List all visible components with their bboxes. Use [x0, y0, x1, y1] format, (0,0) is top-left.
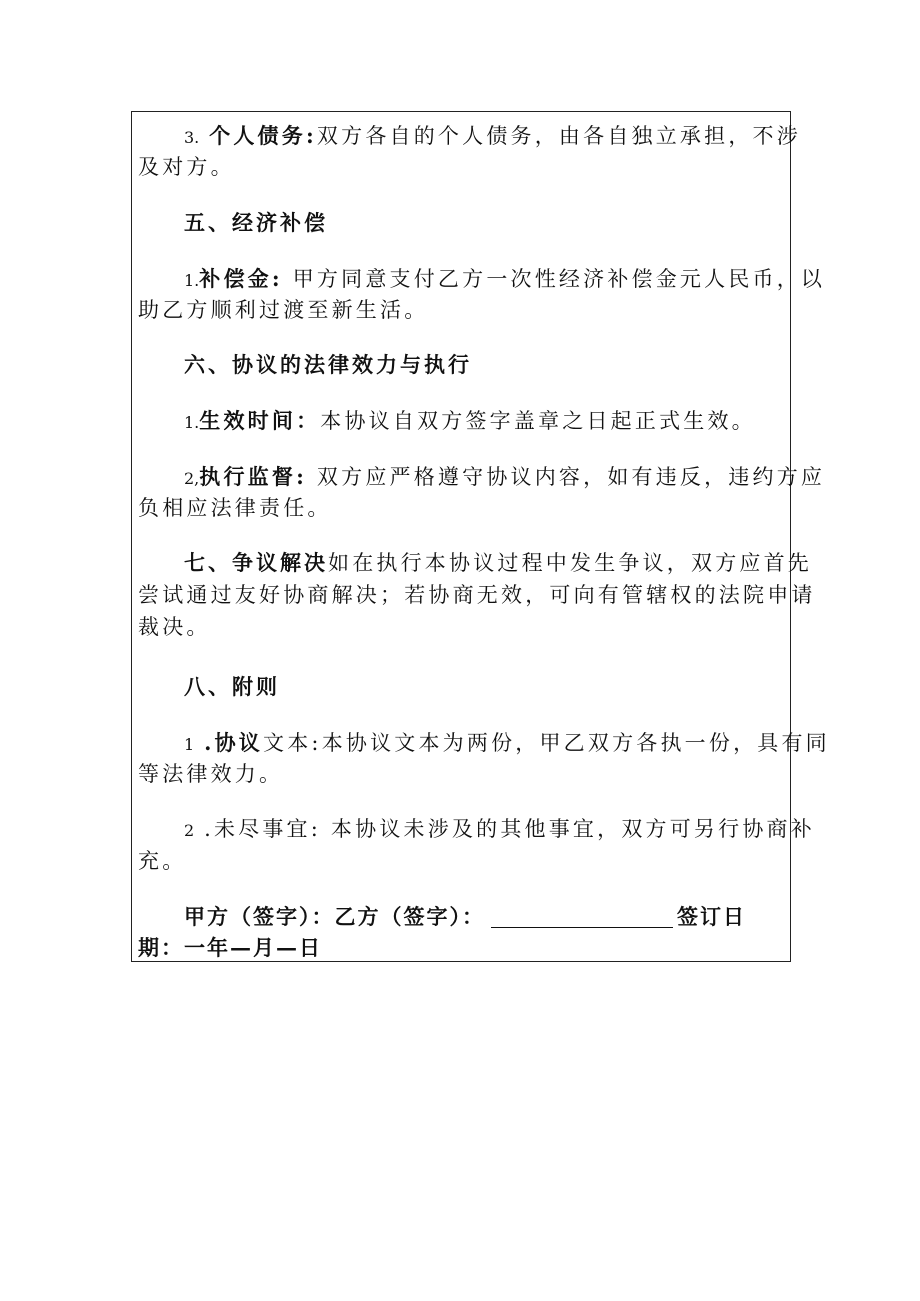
item-3-line-1 — [138, 122, 801, 152]
item-title-rest: 文本: — [263, 731, 322, 755]
section-8-item-1-line-1 — [138, 729, 830, 759]
section-8-item-2-line-1 — [138, 815, 815, 845]
item-text: 本协议自双方签字盖章之日起正式生效。 — [320, 409, 756, 433]
section-8-item-1-line-2: 等法律效力。 — [138, 762, 284, 786]
item-title: 生效时间： — [199, 408, 321, 433]
item-title: 执行监督: — [199, 464, 308, 489]
item-number: 1 — [184, 735, 195, 754]
item-text: 双方各自的个人债务，由各自独立承担，不涉 — [316, 124, 801, 148]
section-5-item-1-line-2: 助乙方顺利过渡至新生活。 — [138, 298, 429, 322]
item-text: 本协议文本为两份，甲乙双方各执一份，具有同 — [321, 731, 830, 755]
item-3-line-2: 及对方。 — [138, 155, 235, 179]
item-number: 3. — [184, 128, 200, 147]
section-6-item-2-line-2: 负相应法律责任。 — [138, 496, 332, 520]
item-text: 甲方同意支付乙方一次性经济补偿金元人民币，以 — [292, 267, 826, 291]
signature-date-line: 期：一年—月—日 — [138, 935, 322, 960]
section-7-line-1 — [138, 549, 812, 577]
item-number: 1. — [184, 271, 200, 290]
signature-line-1 — [138, 903, 786, 931]
sign-date-label: 签订日 — [677, 904, 746, 929]
section-5-item-1-line-1 — [138, 265, 826, 295]
item-title-bold: .协议 — [204, 730, 263, 755]
item-text: 本协议未涉及的其他事宜，双方可另行协商补 — [330, 817, 815, 841]
item-title: .未尽事宜: — [204, 817, 322, 841]
section-6-heading: 六、协议的法律效力与执行 — [184, 352, 472, 377]
section-5-heading: 五、经济补偿 — [184, 210, 328, 235]
section-6-item-2-line-1 — [138, 463, 826, 493]
item-title: 补偿金: — [199, 266, 283, 291]
section-8-item-2-line-2: 充。 — [138, 849, 187, 873]
item-number: 2 — [184, 821, 195, 840]
signature-blank-line[interactable] — [491, 905, 673, 928]
section-7-line-2: 尝试通过友好协商解决；若协商无效，可向有管辖权的法院申请 — [138, 583, 816, 607]
section-7-line-3: 裁决。 — [138, 615, 211, 639]
document-frame — [131, 111, 830, 962]
item-title: 个人债务: — [209, 123, 317, 148]
item-text: 双方应严格遵守协议内容，如有违反，违约方应 — [316, 465, 826, 489]
item-number: 2, — [184, 469, 200, 488]
party-a-signature-label: 甲方（签字）： — [184, 904, 335, 929]
item-number: 1. — [184, 413, 200, 432]
section-6-item-1 — [138, 407, 786, 437]
section-7-heading: 七、争议解决 — [184, 550, 328, 575]
section-8-heading: 八、附则 — [184, 674, 280, 699]
party-b-signature-label: 乙方（签字）： — [334, 904, 485, 929]
section-7-text: 如在执行本协议过程中发生争议，双方应首先 — [328, 551, 812, 575]
